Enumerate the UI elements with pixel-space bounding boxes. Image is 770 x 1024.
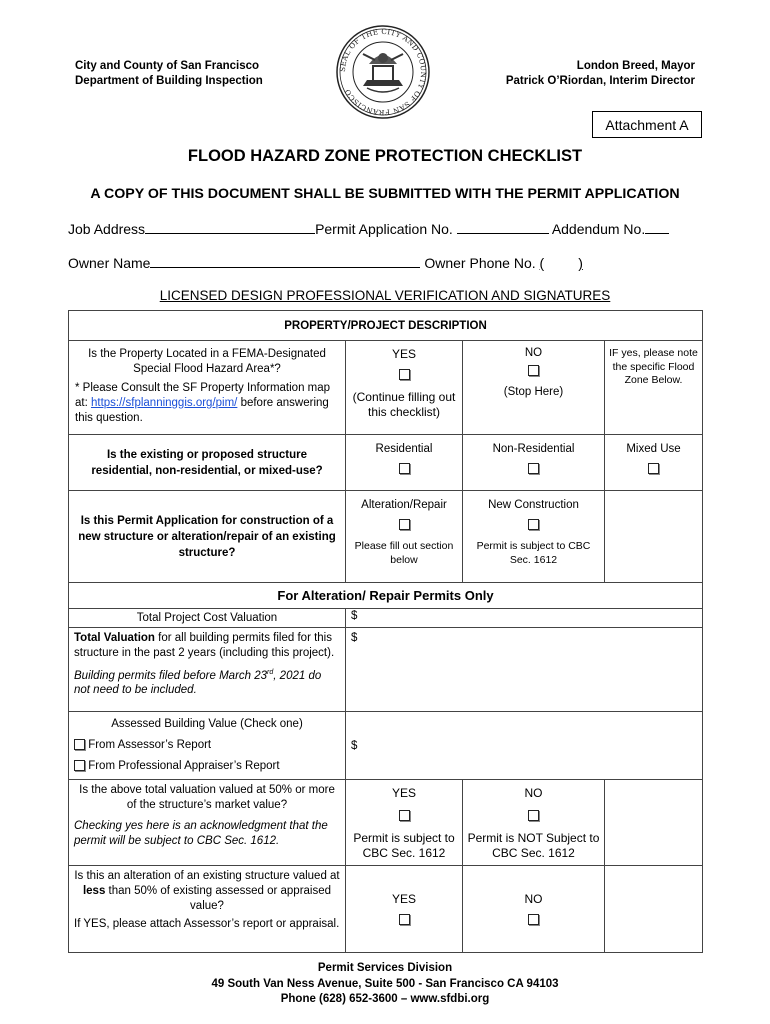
fema-no-checkbox[interactable]: [528, 365, 539, 376]
table-row: [69, 341, 703, 435]
table-row: [69, 628, 703, 712]
attachment-label: Attachment A: [592, 111, 702, 138]
owner-phone-field[interactable]: ( ): [539, 255, 583, 271]
mixed-use-checkbox[interactable]: [648, 463, 659, 474]
department-header: [75, 59, 263, 89]
new-construction-checkbox[interactable]: [528, 519, 539, 530]
alteration-checkbox[interactable]: [399, 519, 410, 530]
appraiser-option[interactable]: From Professional Appraiser’s Report: [74, 756, 340, 777]
property-table: [68, 310, 703, 953]
table-row: [69, 712, 703, 780]
fifty-no-label: NO: [524, 786, 543, 800]
addendum-no-label: Addendum No.: [551, 221, 646, 237]
director-label: Patrick O’Riordan, Interim Director: [505, 75, 695, 87]
new-construction-label: New Construction: [488, 499, 579, 511]
less-yes-checkbox[interactable]: [399, 914, 410, 925]
less-than-fifty-note: If YES, please attach Assessor’s report or appraisal.: [74, 918, 340, 930]
fema-yes-note: (Continue filling out this checklist): [352, 390, 456, 419]
fifty-no-note: Permit is NOT Subject to CBC Sec. 1612: [467, 831, 600, 860]
fifty-yes-note: Permit is subject to CBC Sec. 1612: [353, 831, 455, 860]
flood-zone-note: IF yes, please note the specific Flood Zone Below.: [605, 341, 703, 435]
department-label: Department of Building Inspection: [75, 75, 263, 87]
mayor-label: London Breed, Mayor: [576, 60, 695, 72]
construction-question: Is this Permit Application for construction of a new structure or alteration/repair of an existing structure?: [69, 491, 346, 583]
total-valuation-field[interactable]: $: [346, 628, 703, 712]
section-heading: LICENSED DESIGN PROFESSIONAL VERIFICATION AND SIGNATURES: [159, 288, 611, 303]
less-no-checkbox[interactable]: [528, 914, 539, 925]
new-construction-note: Permit is subject to CBC Sec. 1612: [476, 540, 591, 566]
job-address-line: [68, 221, 669, 237]
permit-no-field[interactable]: [457, 221, 549, 234]
fifty-percent-note: Checking yes here is an acknowledgment that the permit will be subject to CBC Sec. 1612.: [74, 820, 328, 847]
pim-link[interactable]: https://sfplanninggis.org/pim/: [90, 397, 238, 409]
job-address-label: Job Address: [68, 221, 146, 237]
assessed-value-field[interactable]: $: [346, 712, 703, 780]
table-row: [69, 491, 703, 583]
total-cost-label: Total Project Cost Valuation: [69, 609, 346, 628]
alteration-label: Alteration/Repair: [361, 499, 447, 511]
table-row: [69, 866, 703, 953]
less-yes-label: YES: [391, 892, 416, 906]
footer-division: Permit Services Division: [317, 962, 453, 974]
city-county-label: City and County of San Francisco: [75, 60, 260, 72]
city-seal-icon: [333, 24, 433, 120]
table-header: PROPERTY/PROJECT DESCRIPTION: [69, 311, 703, 341]
use-question: Is the existing or proposed structure residential, non-residential, or mixed-use?: [69, 435, 346, 491]
page-subtitle: A COPY OF THIS DOCUMENT SHALL BE SUBMITTED WITH THE PERMIT APPLICATION: [90, 186, 680, 202]
owner-name-field[interactable]: [150, 255, 420, 268]
table-row: [69, 780, 703, 866]
fema-no-label: NO: [524, 347, 543, 359]
page-footer: [0, 961, 770, 1008]
fema-note: * Please Consult the SF Property Information map at: https://sfplanninggis.org/pim/ before answering this question.: [75, 382, 331, 424]
fifty-yes-checkbox[interactable]: [399, 810, 410, 821]
officials-header: [506, 59, 695, 89]
alteration-section-header: For Alteration/ Repair Permits Only: [69, 583, 703, 609]
assessed-heading: Assessed Building Value (Check one): [111, 718, 303, 730]
fema-question: Is the Property Located in a FEMA-Designated Special Flood Hazard Area*?: [88, 348, 326, 375]
total-cost-field[interactable]: $: [346, 609, 703, 628]
nonresidential-label: Non-Residential: [492, 443, 575, 455]
owner-line: [68, 255, 665, 271]
page-title: FLOOD HAZARD ZONE PROTECTION CHECKLIST: [187, 147, 583, 165]
permit-no-label: Permit Application No.: [315, 221, 453, 237]
owner-name-label: Owner Name: [68, 255, 151, 271]
svg-text:SEAL OF THE CITY AND COUNTY OF: SEAL OF THE CITY AND COUNTY OF SAN FRANCISCO: [337, 26, 429, 118]
fema-yes-checkbox[interactable]: [399, 369, 410, 380]
addendum-no-field[interactable]: [645, 221, 669, 234]
table-header-row: [69, 311, 703, 341]
nonresidential-checkbox[interactable]: [528, 463, 539, 474]
fifty-no-checkbox[interactable]: [528, 810, 539, 821]
appraiser-checkbox[interactable]: [74, 760, 85, 771]
owner-phone-label: Owner Phone No.: [424, 255, 536, 271]
assessor-checkbox[interactable]: [74, 739, 85, 750]
fifty-yes-label: YES: [391, 786, 416, 800]
job-address-field[interactable]: [145, 221, 315, 234]
filed-before-note: Building permits filed before March 23rd, 2021 do not need to be included.: [74, 669, 322, 696]
table-row: [69, 435, 703, 491]
alteration-note: Please fill out section below: [354, 540, 454, 566]
footer-address: 49 South Van Ness Avenue, Suite 500 - San Francisco CA 94103: [211, 977, 559, 990]
less-than-fifty-question: Is this an alteration of an existing structure valued at less than 50% of existing assessed or appraised value?: [74, 870, 340, 912]
mixed-use-label: Mixed Use: [626, 443, 681, 455]
less-no-label: NO: [524, 892, 543, 906]
residential-checkbox[interactable]: [399, 463, 410, 474]
table-row: [69, 583, 703, 609]
assessor-option[interactable]: From Assessor’s Report: [74, 735, 340, 756]
fema-no-note: (Stop Here): [503, 386, 564, 398]
total-valuation-text: Total Valuation for all building permits filed for this structure in the past 2 years (including this project).: [74, 632, 335, 659]
footer-contact: Phone (628) 652-3600 – www.sfdbi.org: [280, 993, 490, 1005]
fema-yes-label: YES: [391, 347, 416, 361]
table-row: [69, 609, 703, 628]
fifty-percent-question: Is the above total valuation valued at 50% or more of the structure’s market value?: [79, 784, 335, 811]
residential-label: Residential: [375, 443, 433, 455]
